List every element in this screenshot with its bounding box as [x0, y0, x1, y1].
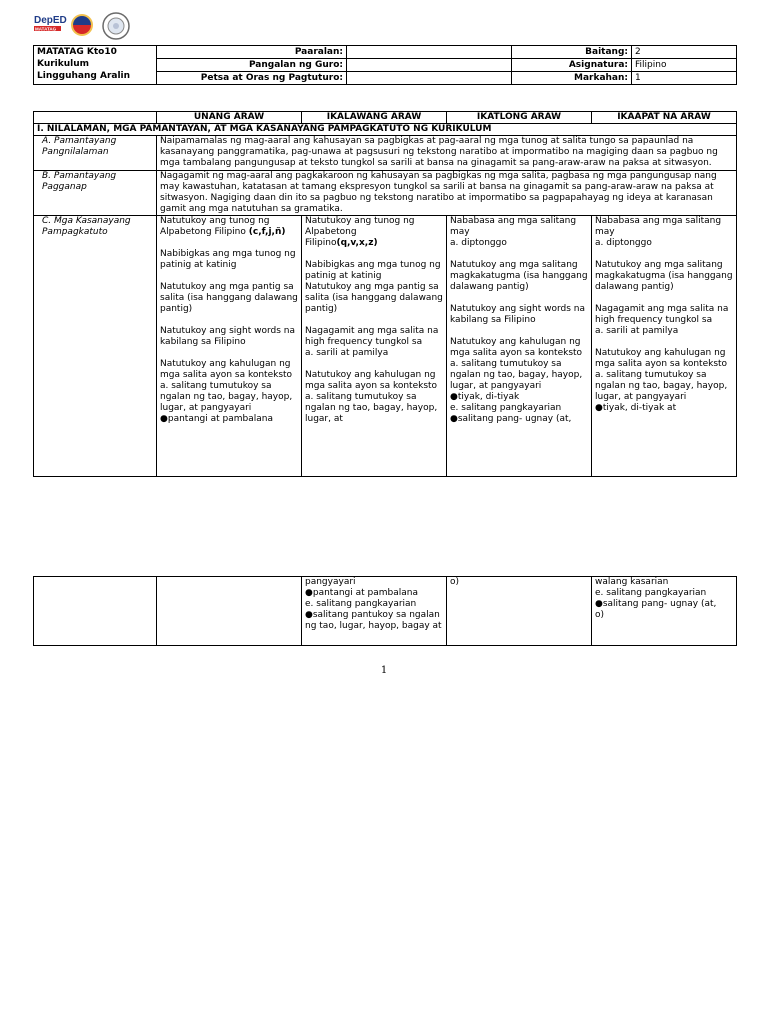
cont-day-2-text: pangyayari ●pantangi at pambalana e. salitang pangkayarian ●salitang pantukoy sa ngalan ng tao, lugar, hayop, bagay at: [305, 577, 442, 631]
bagong-pilipinas-logo: [69, 12, 95, 38]
petsa-label: Petsa at Oras ng Pagtuturo:: [157, 72, 347, 85]
asignatura-value[interactable]: Filipino: [632, 59, 737, 72]
section-title: I. NILALAMAN, MGA PAMANTAYAN, AT MGA KASANAYANG PAMPAGKATUTO NG KURIKULUM: [34, 124, 737, 136]
pamantayang-pangnilalaman-row: [34, 136, 737, 171]
continuation-table: [33, 576, 737, 646]
cont-day-3-text: o): [450, 577, 460, 587]
guro-label: Pangalan ng Guro:: [157, 59, 347, 72]
continuation-row: [34, 577, 737, 646]
asignatura-label: Asignatura:: [512, 59, 632, 72]
day-2-header: IKALAWANG ARAW: [302, 112, 447, 124]
baitang-label: Baitang:: [512, 46, 632, 59]
day-1-text-b: Nabibigkas ang mga tunog ng patinig at katinig Natutukoy ang mga pantig sa salita (isa hanggang dalawang pantig) Natutukoy ang sight words na kabilang sa Filipino Natutukoy ang kahulugan ng mga salita ayon sa konteksto a. salitang tumutukoy sa ngalan ng tao, bagay, hayop, lugar, at pangyayari ●pantangi at pambalana: [160, 249, 298, 424]
kurikulum-label: Kurikulum: [37, 59, 90, 69]
pangnilalaman-label-cell: [34, 136, 157, 171]
day-2-text-b: Nabibigkas ang mga tunog ng patinig at katinig Natutukoy ang mga pantig sa salita (isa hanggang dalawang pantig) Nagagamit ang mga salita na high frequency tungkol sa a. sarili at pamilya Natutukoy ang kahulugan ng mga salita ayon sa konteksto a. salitang tumutukoy sa ngalan ng tao, bagay, hayop, lugar, at: [305, 260, 443, 424]
pagganap-label-cell: [34, 171, 157, 216]
markahan-value[interactable]: 1: [632, 72, 737, 85]
day-2-letters: (q,v,x,z): [336, 238, 378, 248]
day-2-kasanayang: [302, 216, 447, 477]
deped-matatag-logo: [33, 12, 67, 38]
section-row: [34, 124, 737, 136]
day-1-letters: (c,f,j,ñ): [248, 227, 286, 237]
day-2-text-a: Natutukoy ang tunog ng Alpabetong Filipino: [305, 216, 415, 248]
guro-field[interactable]: [347, 59, 512, 72]
baitang-value[interactable]: 2: [632, 46, 737, 59]
pagganap-label: B. Pamantayang Pagganap: [42, 171, 117, 192]
empty-header-cell: [34, 112, 157, 124]
cont-day-4: [592, 577, 737, 646]
lesson-table: [33, 111, 737, 477]
day-1-text: [160, 216, 298, 425]
cont-day-2: [302, 577, 447, 646]
page-number: 1: [380, 665, 388, 676]
kasanayang-label: C. Mga Kasanayang Pampagkatuto: [42, 216, 131, 237]
day-1-text-a: Natutukoy ang tunog ng Alpabetong Filipino: [160, 216, 270, 237]
day-4-text: Nababasa ang mga salitang may a. diptonggo Natutukoy ang mga salitang magkakatugma (isa hanggang dalawang pantig) Nagagamit ang mga salita na high frequency tungkol sa a. sarili at pamilya Natutukoy ang kahulugan ng mga salita ayon sa konteksto a. salitang tumutukoy sa ngalan ng tao, bagay, hayop, lugar, at pangyayari ●tiyak, di-tiyak at: [595, 216, 733, 413]
svg-text:MATATAG: MATATAG: [35, 26, 57, 32]
pagganap-text: Nagagamit ng mag-aaral ang pagkakaroon ng kahusayan sa pagbigkas ng mga salita, pagbasa ng mga pangungusap nang may kawastuhan, katatasan at tamang ekspresyon tungkol sa sarili at bansa na ginagamit sa pang-araw-araw na paksa at sitwasyon. Nagiging daan din ito sa pagbuo ng tekstong naratibo at impormatibo sa pagpapahayag ng ideya at karanasan gamit ang mga natutuhan sa gramatika.: [160, 171, 717, 214]
cont-day-4-text: walang kasarian e. salitang pangkayarian ●salitang pang- ugnay (at, o): [595, 577, 717, 620]
day-3-header: IKATLONG ARAW: [447, 112, 592, 124]
pagganap-text-cell: [157, 171, 737, 216]
day-2-text: [305, 216, 443, 425]
header-table: [33, 45, 737, 85]
petsa-field[interactable]: [347, 72, 512, 85]
day-3-kasanayang: [447, 216, 592, 477]
paaralan-label: Paaralan:: [157, 46, 347, 59]
kasanayang-row: [34, 216, 737, 477]
pangnilalaman-text: Naipamamalas ng mag-aaral ang kahusayan sa pagbigkas at pag-aaral ng mga tunog at salita tungo sa papaunlad na kasanayang panggramatika, pag-unawa at pagsusuri ng tekstong naratibo at impormatibo na magiging daan sa pagbuo ng mga tambalang pangungusap at teksto tungkol sa sarili at bansa na ginagamit sa pang-araw-araw na paksa at sitwasyon.: [160, 136, 718, 168]
program-title: MATATAG Kto10: [37, 47, 117, 57]
day-1-kasanayang: [157, 216, 302, 477]
svg-text:DepED: DepED: [34, 15, 67, 26]
pangnilalaman-label: A. Pamantayang Pangnilalaman: [42, 136, 117, 157]
day-4-header: IKAAPAT NA ARAW: [592, 112, 737, 124]
lingguhang-label: Lingguhang Aralin: [37, 71, 131, 81]
pangnilalaman-text-cell: [157, 136, 737, 171]
markahan-label: Markahan:: [512, 72, 632, 85]
day-header-row: [34, 112, 737, 124]
program-cell: [34, 46, 157, 85]
cont-day-3: [447, 577, 592, 646]
day-3-text: Nababasa ang mga salitang may a. diptonggo Natutukoy ang mga salitang magkakatugma (isa hanggang dalawang pantig) Natutukoy ang sight words na kabilang sa Filipino Natutukoy ang kahulugan ng mga salita ayon sa konteksto a. salitang tumutukoy sa ngalan ng tao, bagay, hayop, lugar, at pangyayari ●tiyak, di-tiyak e. salitang pangkayarian ●salitang pang- ugnay (at,: [450, 216, 588, 424]
deped-seal-logo: [101, 12, 131, 40]
paaralan-field[interactable]: [347, 46, 512, 59]
kasanayang-label-cell: [34, 216, 157, 477]
cont-label-cell: [34, 577, 157, 646]
pamantayang-pagganap-row: [34, 171, 737, 216]
cont-day-1: [157, 577, 302, 646]
day-1-header: UNANG ARAW: [157, 112, 302, 124]
day-4-kasanayang: [592, 216, 737, 477]
